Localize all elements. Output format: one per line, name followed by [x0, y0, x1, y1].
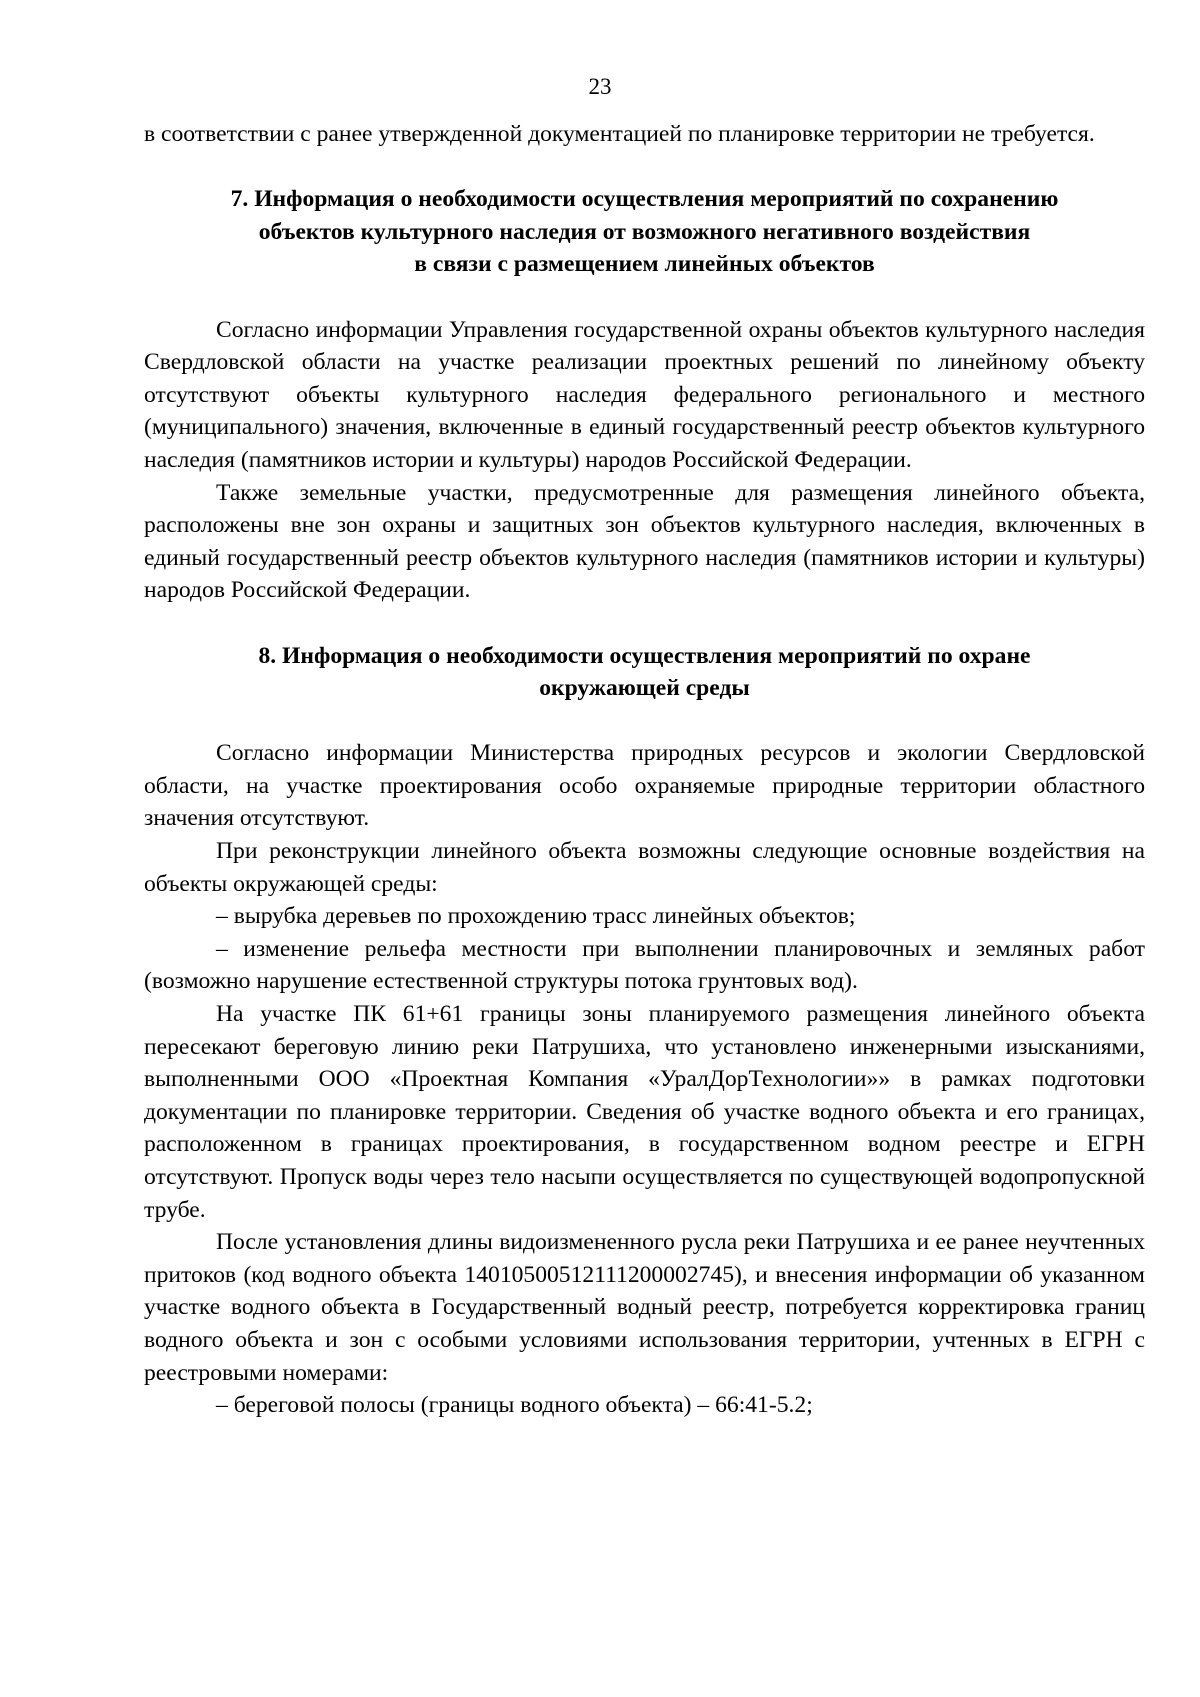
list-item: – береговой полосы (границы водного объекта) – 66:41-5.2;	[216, 1392, 813, 1419]
section-7-paragraph: Также земельные участки, предусмотренные для размещения линейного объекта, расположены вне зон охраны и защитных зон объектов культурного наследия, включенных в единый государственный реестр объектов культурного наследия (памятников истории и культуры) народов Российской Федерации.	[144, 479, 1145, 604]
page-number: 23	[588, 74, 612, 99]
section-8-paragraph: При реконструкции линейного объекта возможны следующие основные воздействия на объекты окружающей среды:	[144, 838, 1145, 897]
section-8-paragraph: После установления длины видоизмененного русла реки Патрушиха и ее ранее неучтенных притоков (код водного объекта 14010500512111200002745), и внесения информации об указанном участке водного объекта в Государственный водный реестр, потребуется корректировка границ водного объекта и зон с особыми условиями использования территории, учтенных в ЕГРН с реестровыми номерами:	[144, 1229, 1145, 1386]
heading-line: объектов культурного наследия от возможного негативного воздействия	[258, 218, 1031, 245]
heading-line: в связи с размещением линейных объектов	[414, 251, 875, 278]
list-item: – вырубка деревьев по прохождению трасс линейных объектов;	[216, 903, 856, 930]
section-8-heading	[144, 640, 1145, 705]
heading-line: 8. Информация о необходимости осуществления мероприятий по охране	[258, 642, 1031, 669]
section-8-paragraph: На участке ПК 61+61 границы зоны планируемого размещения линейного объекта пересекают береговую линию реки Патрушиха, что установлено инженерными изысканиями, выполненными ООО «Проектная Компания «УралДорТехнологии»» в рамках подготовки документации по планировке территории. Сведения об участке водного объекта и его границах, расположенном в границах проектирования, в государственном водном реестре и ЕГРН отсутствуют. Пропуск воды через тело насыпи осуществляется по существующей водопропускной трубе.	[144, 1001, 1145, 1223]
list-item: – изменение рельефа местности при выполнении планировочных и земляных работ (возможно нарушение естественной структуры потока грунтовых вод).	[144, 935, 1145, 995]
continuation-paragraph: в соответствии с ранее утвержденной документацией по планировке территории не требуется.	[144, 121, 1095, 147]
heading-line: 7. Информация о необходимости осуществления мероприятий по сохранению	[230, 186, 1059, 213]
spacer	[144, 705, 1145, 738]
document-body	[144, 118, 1145, 1422]
section-7-heading	[144, 183, 1145, 281]
heading-line: окружающей среды	[539, 675, 750, 702]
section-7-paragraph: Согласно информации Управления государственной охраны объектов культурного наследия Свердловской области на участке реализации проектных решений по линейному объекту отсутствуют объекты культурного наследия федерального регионального и местного (муниципального) значения, включенные в единый государственный реестр объектов культурного наследия (памятников истории и культуры) народов Российской Федерации.	[144, 316, 1145, 473]
spacer	[144, 607, 1145, 640]
section-8-paragraph: Согласно информации Министерства природных ресурсов и экологии Свердловской области, на участке проектирования особо охраняемые природные территории областного значения отсутствуют.	[144, 740, 1145, 832]
spacer	[144, 281, 1145, 314]
spacer	[144, 151, 1145, 184]
